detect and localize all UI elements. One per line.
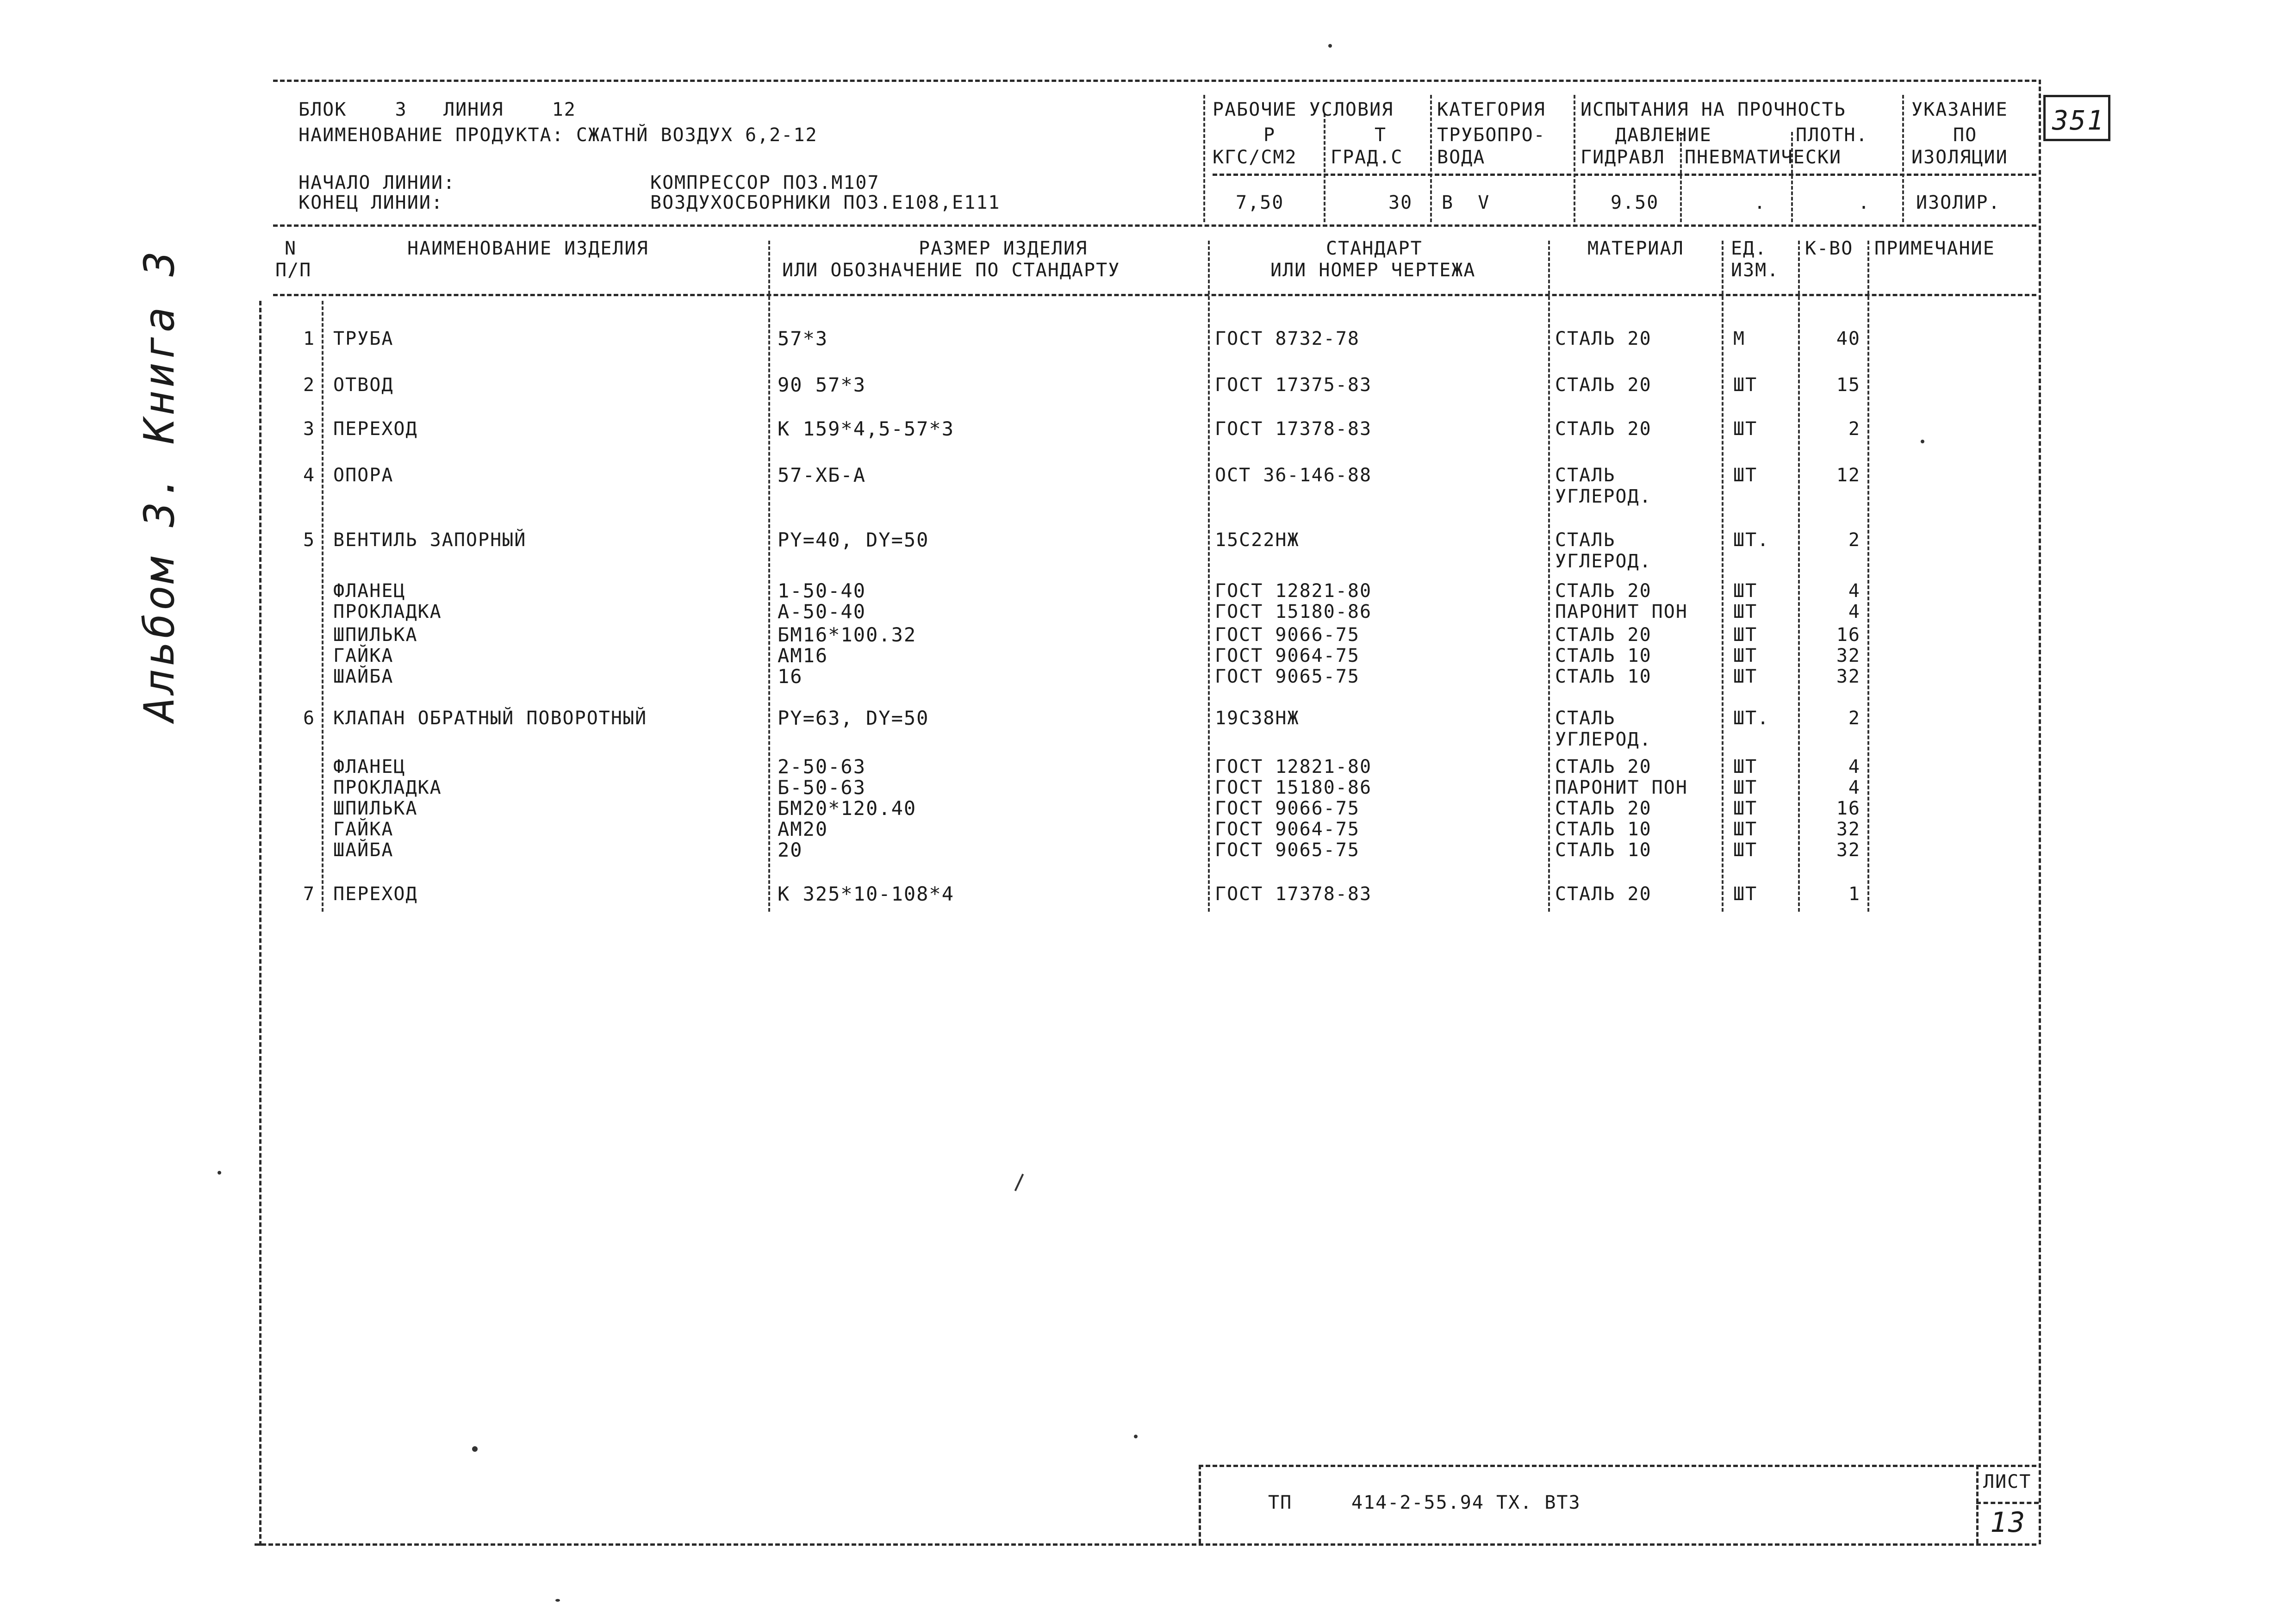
row-material: СТАЛЬ 20 bbox=[1555, 756, 1652, 777]
sheet-label: ЛИСТ bbox=[1983, 1471, 2032, 1492]
row-standard: ГОСТ 8732-78 bbox=[1215, 328, 1360, 349]
row-qty: 15 bbox=[1836, 374, 1860, 396]
row-unit: ШТ. bbox=[1733, 529, 1770, 551]
row-material: СТАЛЬ 10 bbox=[1555, 645, 1652, 666]
col-size-1: РАЗМЕР ИЗДЕЛИЯ bbox=[919, 238, 1088, 259]
row-material-2: УГЛЕРОД. bbox=[1555, 551, 1652, 572]
row-material: СТАЛЬ 20 bbox=[1555, 418, 1652, 440]
header-mid-line bbox=[1213, 174, 2036, 176]
header-sep-2 bbox=[1324, 113, 1325, 222]
row-size: БМ16*100.32 bbox=[778, 623, 917, 646]
margin-album-note: Альбом 3. Книга 3 bbox=[135, 248, 184, 722]
row-standard: 19С38НЖ bbox=[1215, 708, 1300, 729]
scan-mark bbox=[1014, 1174, 1024, 1191]
col-unit-2: ИЗМ. bbox=[1731, 260, 1780, 281]
header-sep-6 bbox=[1791, 132, 1793, 222]
row-qty: 4 bbox=[1848, 580, 1860, 602]
col-size-2: ИЛИ ОБОЗНАЧЕНИЕ ПО СТАНДАРТУ bbox=[782, 260, 1120, 281]
row-name: КЛАПАН ОБРАТНЫЙ ПОВОРОТНЫЙ bbox=[333, 708, 647, 729]
temperature-unit: ГРАД.С bbox=[1331, 147, 1403, 168]
row-qty: 32 bbox=[1836, 666, 1860, 687]
scan-speck bbox=[1921, 440, 1924, 443]
frame-right-line bbox=[2039, 80, 2041, 1544]
category-value: В V bbox=[1442, 192, 1490, 213]
insulation-heading-3: ИЗОЛЯЦИИ bbox=[1911, 147, 2008, 168]
title-tp: ТП bbox=[1268, 1492, 1293, 1513]
row-material: СТАЛЬ 20 bbox=[1555, 328, 1652, 349]
row-qty: 32 bbox=[1836, 645, 1860, 666]
row-standard: ГОСТ 17378-83 bbox=[1215, 883, 1372, 905]
row-unit: ШТ bbox=[1733, 777, 1758, 798]
row-standard: ГОСТ 9064-75 bbox=[1215, 645, 1360, 666]
category-heading-2: ТРУБОПРО- bbox=[1437, 124, 1546, 146]
row-standard: ГОСТ 17378-83 bbox=[1215, 418, 1372, 440]
row-size: Б-50-63 bbox=[778, 776, 866, 799]
row-size: 2-50-63 bbox=[778, 755, 866, 778]
title-document-number: 414-2-55.94 ТХ. ВТ3 bbox=[1351, 1492, 1581, 1513]
frame-top-line bbox=[273, 80, 2036, 82]
block-line-label: БЛОК 3 ЛИНИЯ 12 bbox=[299, 99, 576, 120]
row-qty: 4 bbox=[1848, 777, 1860, 798]
page-stamp bbox=[2043, 95, 2110, 141]
col-sep-unit bbox=[1798, 241, 1800, 912]
row-material: СТАЛЬ 20 bbox=[1555, 374, 1652, 396]
row-unit: ШТ bbox=[1733, 666, 1758, 687]
row-qty: 2 bbox=[1848, 708, 1860, 729]
row-material: СТАЛЬ bbox=[1555, 465, 1616, 486]
density-heading: ПЛОТН. bbox=[1796, 124, 1868, 146]
row-name: ШПИЛЬКА bbox=[333, 798, 418, 819]
header-sep-3 bbox=[1430, 95, 1432, 222]
row-standard: ГОСТ 9065-75 bbox=[1215, 666, 1360, 687]
row-number: 5 bbox=[303, 529, 316, 551]
col-material: МАТЕРИАЛ bbox=[1587, 238, 1684, 259]
row-unit: ШТ bbox=[1733, 883, 1758, 905]
col-sep-std bbox=[1548, 241, 1550, 912]
row-name: ПЕРЕХОД bbox=[333, 418, 418, 440]
row-size: БМ20*120.40 bbox=[778, 797, 917, 820]
pressure-value: 7,50 bbox=[1236, 192, 1284, 213]
frame-bottom-line bbox=[255, 1543, 2036, 1546]
row-qty: 4 bbox=[1848, 601, 1860, 622]
category-heading-3: ВОДА bbox=[1437, 147, 1486, 168]
col-std-1: СТАНДАРТ bbox=[1326, 238, 1423, 259]
row-unit: ШТ bbox=[1733, 624, 1758, 646]
row-standard: ОСТ 36-146-88 bbox=[1215, 465, 1372, 486]
row-standard: ГОСТ 15180-86 bbox=[1215, 777, 1372, 798]
row-material: ПАРОНИТ ПОН bbox=[1555, 601, 1688, 622]
insulation-heading-2: ПО bbox=[1953, 124, 1978, 146]
row-material: СТАЛЬ 20 bbox=[1555, 624, 1652, 646]
line-end-value: ВОЗДУХОСБОРНИКИ ПОЗ.Е108,Е111 bbox=[650, 192, 1001, 213]
pressure-unit: КГС/СМ2 bbox=[1213, 147, 1297, 168]
frame-left-line bbox=[259, 301, 261, 1546]
row-qty: 2 bbox=[1848, 418, 1860, 440]
row-unit: ШТ bbox=[1733, 839, 1758, 861]
title-block-top-line bbox=[1199, 1465, 2036, 1467]
row-name: ГАЙКА bbox=[333, 819, 394, 840]
col-num-1: N bbox=[285, 238, 297, 259]
pneumatic-value: . bbox=[1754, 192, 1767, 213]
row-material: СТАЛЬ 20 bbox=[1555, 883, 1652, 905]
row-number: 1 bbox=[303, 328, 316, 349]
row-name: ВЕНТИЛЬ ЗАПОРНЫЙ bbox=[333, 529, 527, 551]
row-name: ТРУБА bbox=[333, 328, 394, 349]
scan-speck bbox=[555, 1599, 560, 1602]
row-unit: ШТ bbox=[1733, 580, 1758, 602]
row-unit: ШТ bbox=[1733, 756, 1758, 777]
row-size: К 159*4,5-57*3 bbox=[778, 417, 955, 440]
scan-speck bbox=[472, 1446, 478, 1452]
col-qty: К-ВО bbox=[1805, 238, 1854, 259]
col-note: ПРИМЕЧАНИЕ bbox=[1874, 238, 1995, 259]
row-size: АМ20 bbox=[778, 818, 828, 840]
hydraulic-value: 9.50 bbox=[1611, 192, 1659, 213]
row-number: 6 bbox=[303, 708, 316, 729]
row-name: ПРОКЛАДКА bbox=[333, 601, 442, 622]
row-standard: ГОСТ 9065-75 bbox=[1215, 839, 1360, 861]
row-unit: ШТ bbox=[1733, 465, 1758, 486]
row-size: 90 57*3 bbox=[778, 373, 866, 396]
row-qty: 2 bbox=[1848, 529, 1860, 551]
col-sep-qty bbox=[1867, 241, 1869, 912]
temperature-value: 30 bbox=[1388, 192, 1413, 213]
header-sep-1 bbox=[1203, 95, 1205, 222]
row-size: 16 bbox=[778, 665, 803, 688]
header-sep-4 bbox=[1574, 95, 1575, 222]
row-name: ФЛАНЕЦ bbox=[333, 756, 406, 777]
row-qty: 16 bbox=[1836, 798, 1860, 819]
row-qty: 32 bbox=[1836, 819, 1860, 840]
row-unit: ШТ bbox=[1733, 819, 1758, 840]
row-name: ОТВОД bbox=[333, 374, 394, 396]
row-name: ФЛАНЕЦ bbox=[333, 580, 406, 602]
row-name: ПРОКЛАДКА bbox=[333, 777, 442, 798]
row-qty: 40 bbox=[1836, 328, 1860, 349]
scan-speck bbox=[218, 1171, 221, 1175]
row-size: 57*3 bbox=[778, 327, 828, 350]
row-number: 2 bbox=[303, 374, 316, 396]
row-unit: ШТ bbox=[1733, 418, 1758, 440]
row-unit: ШТ bbox=[1733, 374, 1758, 396]
row-material: СТАЛЬ 10 bbox=[1555, 839, 1652, 861]
col-unit-1: ЕД. bbox=[1731, 238, 1767, 259]
tests-hydraulic-heading: ГИДРАВЛ bbox=[1580, 147, 1665, 168]
row-size: 57-ХБ-А bbox=[778, 464, 866, 486]
category-heading-1: КАТЕГОРИЯ bbox=[1437, 99, 1546, 120]
row-unit: М bbox=[1733, 328, 1746, 349]
col-sep-mat bbox=[1722, 241, 1724, 912]
row-size: 20 bbox=[778, 839, 803, 861]
header-sep-7 bbox=[1902, 95, 1904, 222]
row-standard: ГОСТ 17375-83 bbox=[1215, 374, 1372, 396]
row-name: ГАЙКА bbox=[333, 645, 394, 666]
row-material: СТАЛЬ 20 bbox=[1555, 798, 1652, 819]
row-material: СТАЛЬ 10 bbox=[1555, 819, 1652, 840]
col-name: НАИМЕНОВАНИЕ ИЗДЕЛИЯ bbox=[407, 238, 649, 259]
temperature-symbol: Т bbox=[1375, 124, 1387, 146]
tests-pneumatic-heading: ПНЕВМАТИЧЕСКИ bbox=[1685, 147, 1842, 168]
density-value: . bbox=[1858, 192, 1871, 213]
col-std-2: ИЛИ НОМЕР ЧЕРТЕЖА bbox=[1270, 260, 1476, 281]
row-material: ПАРОНИТ ПОН bbox=[1555, 777, 1688, 798]
row-standard: ГОСТ 9064-75 bbox=[1215, 819, 1360, 840]
row-size: 1-50-40 bbox=[778, 579, 866, 602]
row-qty: 32 bbox=[1836, 839, 1860, 861]
tests-heading: ИСПЫТАНИЯ НА ПРОЧНОСТЬ bbox=[1580, 99, 1846, 120]
row-name: ПЕРЕХОД bbox=[333, 883, 418, 905]
work-conditions-heading: РАБОЧИЕ УСЛОВИЯ bbox=[1213, 99, 1394, 120]
row-standard: ГОСТ 12821-80 bbox=[1215, 756, 1372, 777]
title-block-sheet-line bbox=[1976, 1465, 1979, 1543]
product-label: НАИМЕНОВАНИЕ ПРОДУКТА: СЖАТНЙ ВОЗДУХ 6,2-12 bbox=[299, 124, 818, 146]
row-number: 7 bbox=[303, 883, 316, 905]
row-unit: ШТ. bbox=[1733, 708, 1770, 729]
row-unit: ШТ bbox=[1733, 601, 1758, 622]
line-start-label: НАЧАЛО ЛИНИИ: bbox=[299, 172, 456, 193]
row-material: СТАЛЬ 20 bbox=[1555, 580, 1652, 602]
row-name: ОПОРА bbox=[333, 465, 394, 486]
title-block-left-line bbox=[1199, 1465, 1201, 1543]
row-material: СТАЛЬ 10 bbox=[1555, 666, 1652, 687]
row-size: РY=40, DY=50 bbox=[778, 529, 929, 551]
line-start-value: КОМПРЕССОР ПОЗ.М107 bbox=[650, 172, 880, 193]
insulation-value: ИЗОЛИР. bbox=[1916, 192, 2001, 213]
insulation-heading-1: УКАЗАНИЕ bbox=[1911, 99, 2008, 120]
row-unit: ШТ bbox=[1733, 798, 1758, 819]
row-qty: 4 bbox=[1848, 756, 1860, 777]
row-name: ШАЙБА bbox=[333, 839, 394, 861]
row-qty: 1 bbox=[1848, 883, 1860, 905]
row-size: К 325*10-108*4 bbox=[778, 883, 955, 905]
col-num-2: П/П bbox=[275, 260, 312, 281]
pressure-symbol: Р bbox=[1263, 124, 1276, 146]
row-standard: ГОСТ 9066-75 bbox=[1215, 624, 1360, 646]
row-material: СТАЛЬ bbox=[1555, 708, 1616, 729]
sheet-number: 13 bbox=[1990, 1506, 2027, 1539]
page-stamp-number: 351 bbox=[2052, 105, 2105, 136]
row-name: ШАЙБА bbox=[333, 666, 394, 687]
col-sep-size bbox=[1208, 241, 1210, 912]
row-size: АМ16 bbox=[778, 644, 828, 667]
row-qty: 16 bbox=[1836, 624, 1860, 646]
header-bottom-line bbox=[273, 224, 2036, 227]
row-material-2: УГЛЕРОД. bbox=[1555, 486, 1652, 507]
row-number: 4 bbox=[303, 465, 316, 486]
scan-speck bbox=[1134, 1435, 1138, 1438]
row-unit: ШТ bbox=[1733, 645, 1758, 666]
line-end-label: КОНЕЦ ЛИНИИ: bbox=[299, 192, 443, 213]
row-qty: 12 bbox=[1836, 465, 1860, 486]
row-name: ШПИЛЬКА bbox=[333, 624, 418, 646]
column-header-bottom-line bbox=[273, 294, 2036, 296]
row-size: А-50-40 bbox=[778, 600, 866, 623]
tests-pressure-heading: ДАВЛЕНИЕ bbox=[1615, 124, 1712, 146]
row-material: СТАЛЬ bbox=[1555, 529, 1616, 551]
row-standard: ГОСТ 12821-80 bbox=[1215, 580, 1372, 602]
row-size: РY=63, DY=50 bbox=[778, 707, 929, 729]
title-block-sheet-divider bbox=[1976, 1502, 2039, 1504]
row-standard: 15С22НЖ bbox=[1215, 529, 1300, 551]
col-sep-num bbox=[322, 301, 324, 912]
col-sep-name bbox=[768, 241, 770, 912]
scan-speck bbox=[1328, 44, 1332, 48]
row-standard: ГОСТ 9066-75 bbox=[1215, 798, 1360, 819]
row-number: 3 bbox=[303, 418, 316, 440]
row-material-2: УГЛЕРОД. bbox=[1555, 729, 1652, 750]
row-standard: ГОСТ 15180-86 bbox=[1215, 601, 1372, 622]
